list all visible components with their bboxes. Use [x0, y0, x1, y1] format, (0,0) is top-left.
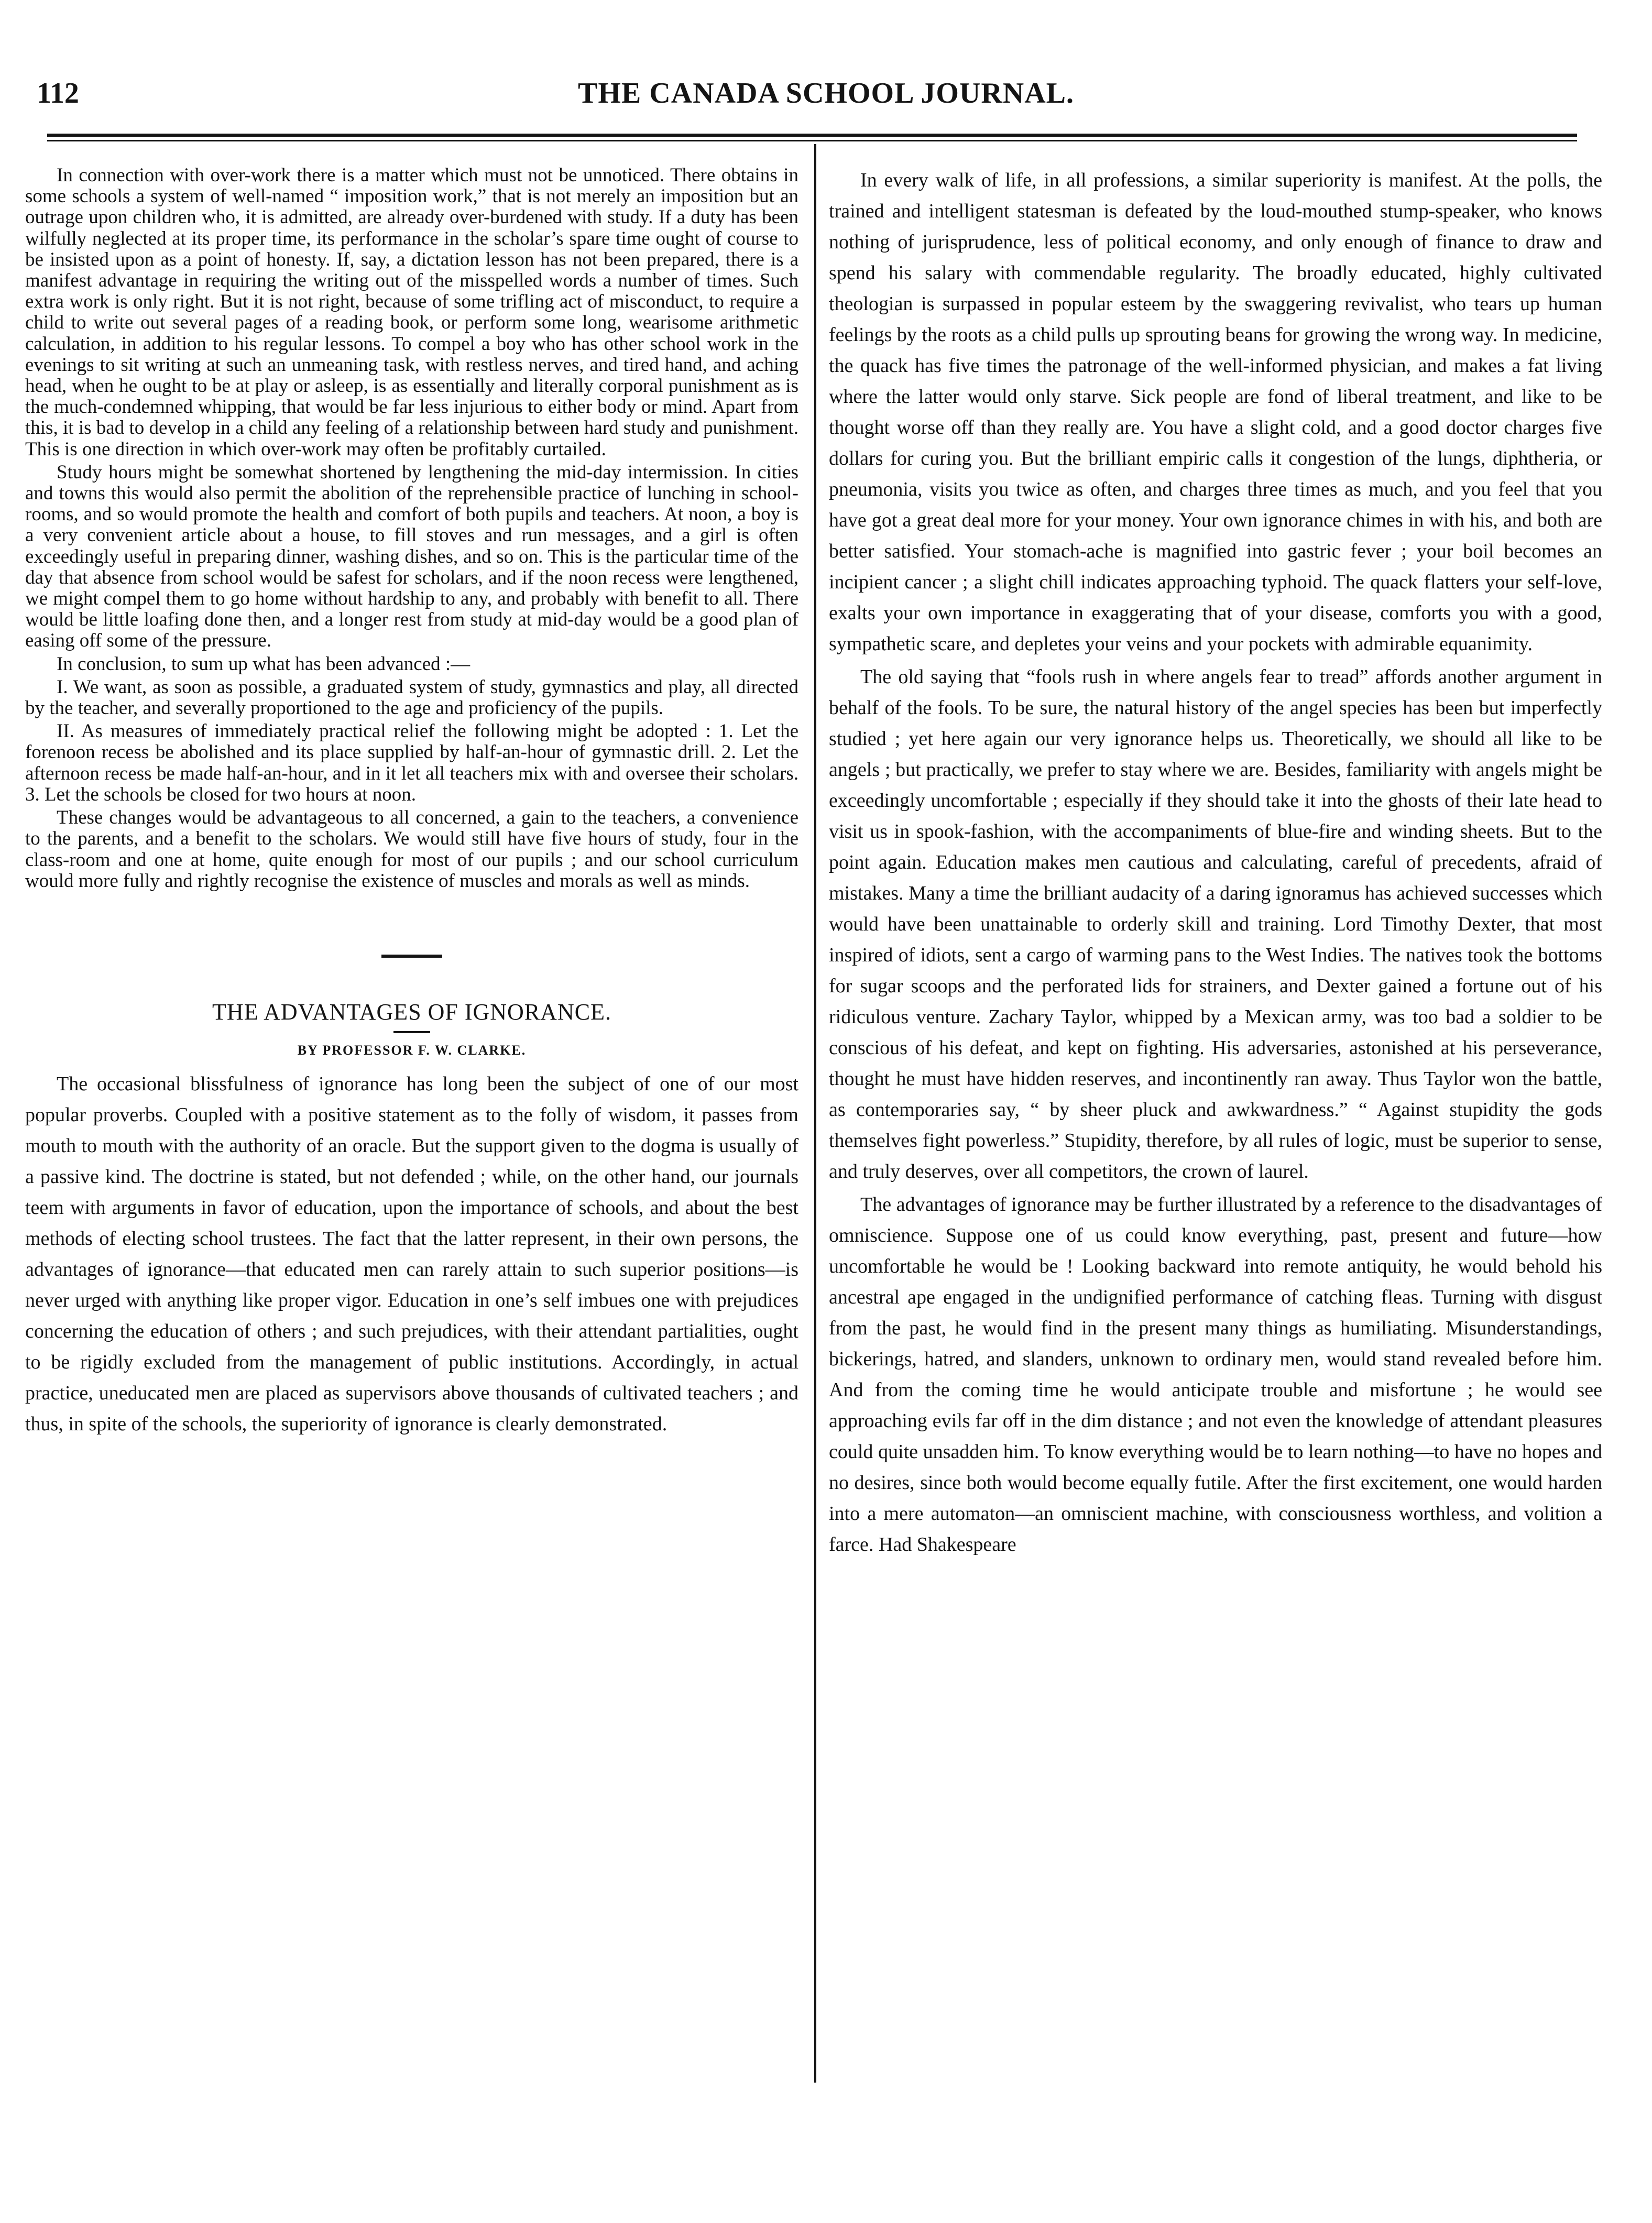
paragraph-changes: These changes would be advantageous to all concerned, a gain to the teachers, a convenience to the parents, and a benefit to the scholars. We would still have five hours of study, four in the class-room and one at home, quite enough for most of our pupils ; and our school curriculum would more fully and rightly recognise the existence of muscles and morals as well as minds.: [25, 807, 798, 892]
paragraph-omniscience: The advantages of ignorance may be further illustrated by a reference to the disadvantages of omniscience. Suppose one of us could know everything, past, present and future—how uncomfortable he would be ! Looking backward into remote antiquity, he would behold his ancestral ape engaged in the undignified performance of catching fleas. Turning with disgust from the past, he would find in the present many things as humiliating. Misunderstandings, bickerings, hatred, and slanders, unknown to ordinary men, would stand revealed before him. And from the coming time he would anticipate trouble and misfortune ; he would see approaching evils far off in the dim distance ; and not even the knowledge of attendant pleasures could quite unsadden him. To know everything would be to learn nothing—to have no hopes and no desires, since both would become equally futile. After the first excitement, one would harden into a mere automaton—an omniscient machine, with consciousness worthless, and volition a farce. Had Shakespeare: [829, 1193, 1602, 1556]
column-divider: [814, 144, 816, 2083]
paragraph-imposition-work: In connection with over-work there is a matter which must not be unnoticed. There obtains in some schools a system of well-named “ imposition work,” that is not merely an imposition but an outrage upon children who, it is admitted, are already over-burdened with study. If a duty has been wilfully neglected at its proper time, its performance in the scholar’s spare time ought of course to be insisted upon as a point of honesty. If, say, a dictation lesson has not been prepared, there is a manifest advantage in requiring the writing out of the misspelled words a number of times. Such extra work is only right. But it is not right, because of some trifling act of misconduct, to require a child to write out several pages of a reading book, or perform some long, wearisome arithmetic calculation, in addition to his regular lessons. To compel a boy who has other school work in the evenings to sit writing at such an unmeaning task, with restless nerves, and tired hand, and aching head, when he ought to be at play or asleep, is as essentially and literally corporal punishment as is the much-condemned whipping, that would be far less injurious to either body or mind. Apart from this, it is bad to develop in a child any feeling of a relationship between hard study and punishment. This is one direction in which over-work may often be profitably curtailed.: [25, 165, 798, 460]
paragraph-blissfulness: The occasional blissfulness of ignorance has long been the subject of one of our most popular proverbs. Coupled with a positive statement as to the folly of wisdom, it passes from mouth to mouth with the authority of an oracle. But the support given to the dogma is usually of a passive kind. The doctrine is stated, but not defended ; while, on the other hand, our journals teem with arguments in favor of education, upon the importance of schools, and about the best methods of electing school trustees. The fact that the latter represent, in their own persons, the advantages of ignorance—that educated men can rarely attain to such superior positions—is never urged with anything like proper vigor. Education in one’s self imbues one with prejudices concerning the education of others ; and such prejudices, with their attendant partialities, ought to be rigidly excluded from the management of public institutions. Accordingly, in actual practice, uneducated men are placed as supervisors above thousands of cultivated teachers ; and thus, in spite of the schools, the superiority of ignorance is clearly demonstrated.: [25, 1072, 798, 1435]
section-ornament-rule: [381, 955, 442, 958]
page-number: 112: [37, 77, 79, 109]
header-rule-thin: [47, 140, 1577, 141]
header-rule-thick: [47, 134, 1577, 137]
paragraph-point-one: I. We want, as soon as possible, a graduated system of study, gymnastics and play, all directed by the teacher, and severally proportioned to the age and proficiency of the pupils.: [25, 676, 798, 719]
left-column: [25, 165, 798, 1440]
title-dash: [393, 1031, 430, 1033]
paragraph-angels: The old saying that “fools rush in where angels fear to tread” affords another argument in behalf of the fools. To be sure, the natural history of the angel species has been but imperfectly studied ; yet here again our very ignorance helps us. Theoretically, we should all like to be angels ; but practically, we prefer to stay where we are. Besides, familiarity with angels might be exceedingly uncomfortable ; especially if they should take it into the ghosts of their late head to visit us in spook-fashion, with the accompaniments of blue-fire and winding sheets. But to the point again. Education makes men cautious and calculating, careful of precedents, afraid of mistakes. Many a time the brilliant audacity of a daring ignoramus has achieved successes which would have been unattainable to orderly skill and training. Lord Timothy Dexter, that most inspired of idiots, sent a cargo of warming pans to the West Indies. The natives took the bottoms for sugar scoops and the perforated lids for strainers, and Dexter gained a fortune out of his ridiculous venture. Zachary Taylor, whipped by a Mexican army, was too bad a soldier to be conscious of his defeat, and kept on fighting. His adversaries, astonished at his perseverance, thought he must have hidden reserves, and incontinently ran away. Thus Taylor won the battle, as contemporaries say, “ by sheer pluck and awkwardness.” “ Against stupidity the gods themselves fight powerless.” Stupidity, therefore, by all rules of logic, must be superior to sense, and truly deserves, over all competitors, the crown of laurel.: [829, 666, 1602, 1182]
article-title: THE ADVANTAGES OF IGNORANCE.: [212, 999, 611, 1025]
paragraph-walk-of-life: In every walk of life, in all professions, a similar superiority is manifest. At the polls, the trained and intelligent statesman is defeated by the loud-mouthed stump-speaker, who knows nothing of jurisprudence, less of political economy, and only enough of finance to draw and spend his salary with commendable regularity. The broadly educated, highly cultivated theologian is surpassed in popular esteem by the swaggering revivalist, who tears up human feelings by the roots as a child pulls up sprouting beans for growing the wrong way. In medicine, the quack has five times the patronage of the well-informed physician, and makes a fat living where the latter would only starve. Sick people are fond of liberal treatment, and like to be thought worse off than they really are. You have a slight cold, and a good doctor charges five dollars for curing you. But the brilliant empiric calls it congestion of the lungs, diphtheria, or pneumonia, visits you twice as often, and charges three times as much, and you feel that you have got a great deal more for your money. Your own ignorance chimes in with his, and both are better satisfied. Your stomach-ache is magnified into gastric fever ; your boil becomes an incipient cancer ; a slight chill indicates approaching typhoid. The quack flatters your self-love, exalts your own importance in exaggerating that of your disease, comforts you with a good, sympathetic scare, and depletes your veins and your pockets with admirable equanimity.: [829, 169, 1602, 655]
article-byline: BY PROFESSOR F. W. CLARKE.: [297, 1042, 527, 1058]
paragraph-study-hours: Study hours might be somewhat shortened by lengthening the mid-day intermission. In cities and towns this would also permit the abolition of the reprehensible practice of lunching in school-rooms, and so would promote the health and comfort of both pupils and teachers. At noon, a boy is a very convenient article about a house, to fill stoves and run messages, and a girl is often exceedingly useful in preparing dinner, washing dishes, and so on. This is the particular time of the day that absence from school would be safest for scholars, and if the noon recess were lengthened, we might compel them to go home without hardship to any, and probably with benefit to all. There would be little loafing done then, and a longer rest from study at mid-day would be a good plan of easing off some of the pressure.: [25, 461, 798, 652]
paragraph-point-two: II. As measures of immediately practical relief the following might be adopted : 1. Let the forenoon recess be abolished and its place supplied by half-an-hour of gymnastic drill. 2. Let the afternoon recess be made half-an-hour, and in it let all teachers mix with and oversee their scholars. 3. Let the schools be closed for two hours at noon.: [25, 720, 798, 805]
right-column: [829, 165, 1602, 1560]
paragraph-conclusion-intro: In conclusion, to sum up what has been advanced :—: [57, 653, 471, 675]
journal-title: THE CANADA SCHOOL JOURNAL.: [577, 77, 1075, 109]
